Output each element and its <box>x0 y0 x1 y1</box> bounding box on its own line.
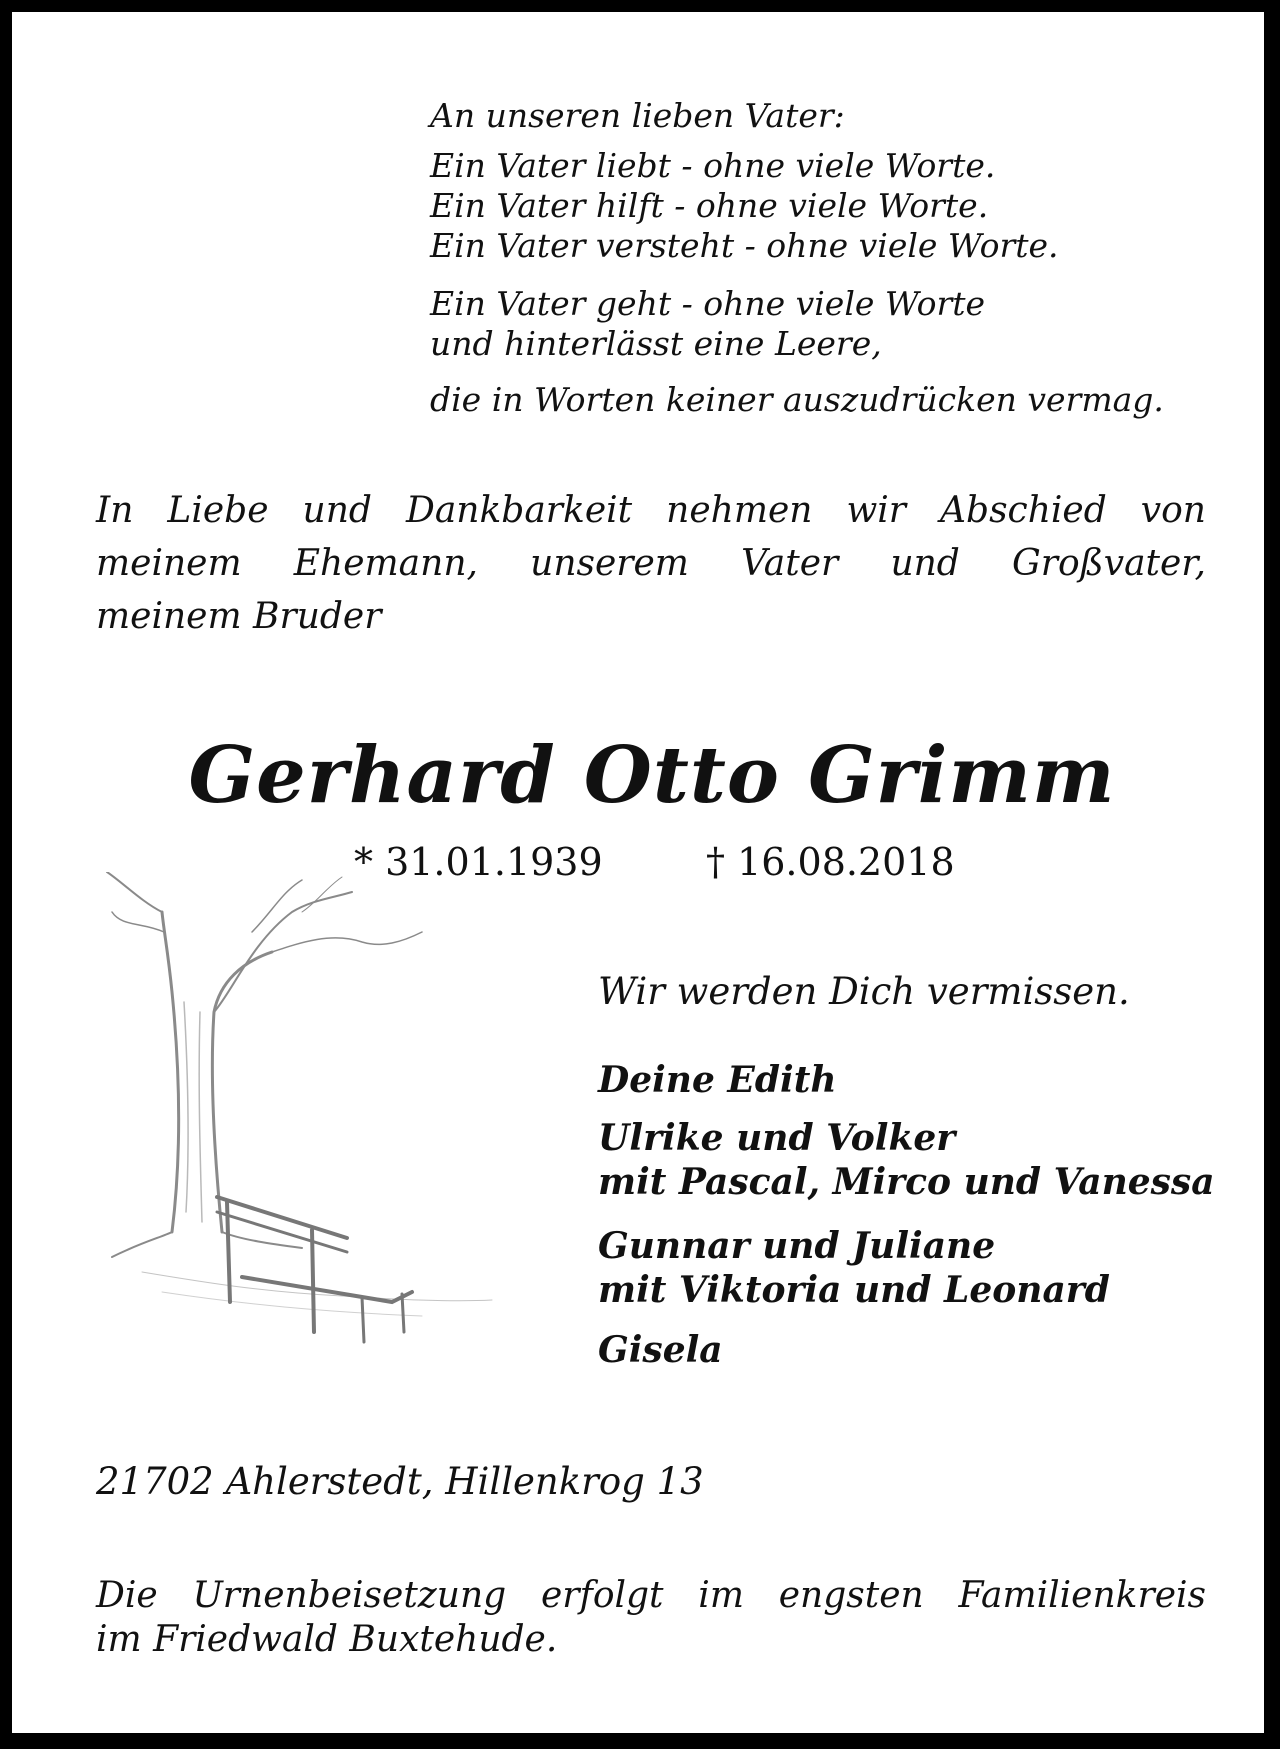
family-group <box>598 1116 1215 1204</box>
family-group <box>598 1328 723 1372</box>
farewell-text: Wir werden Dich vermissen. <box>598 970 1130 1013</box>
death-date: † 16.08.2018 <box>706 840 955 884</box>
poem-closing: die in Worten keiner auszudrücken vermag. <box>430 380 1164 419</box>
intro-paragraph <box>96 484 1206 643</box>
poem-line: Ein Vater hilft - ohne viele Worte. <box>430 186 989 225</box>
poem-line: Ein Vater liebt - ohne viele Worte. <box>430 146 996 185</box>
poem-stanza-2 <box>430 284 985 364</box>
intro-line: meinem Ehemann, unserem Vater und Großvater, <box>96 543 1206 584</box>
intro-line: meinem Bruder <box>96 596 382 637</box>
birth-date: * 31.01.1939 <box>354 840 603 884</box>
intro-line: In Liebe und Dankbarkeit nehmen wir Abschied von <box>96 490 1206 531</box>
family-line: Gunnar und Juliane <box>598 1225 996 1267</box>
family-line: mit Viktoria und Leonard <box>598 1269 1110 1311</box>
address: 21702 Ahlerstedt, Hillenkrog 13 <box>96 1460 704 1503</box>
family-group <box>598 1224 1110 1312</box>
poem-stanza-1 <box>430 146 1059 266</box>
family-line: Deine Edith <box>598 1059 837 1101</box>
family-line: Ulrike und Volker <box>598 1117 956 1159</box>
family-line: mit Pascal, Mirco und Vanessa <box>598 1161 1215 1203</box>
deceased-name: Gerhard Otto Grimm <box>188 730 1116 821</box>
burial-line: im Friedwald Buxtehude. <box>96 1619 558 1660</box>
poem-line: Ein Vater geht - ohne viele Worte <box>430 284 986 323</box>
poem-heading: An unseren lieben Vater: <box>430 96 845 135</box>
tree-bench-sketch-icon <box>102 872 522 1372</box>
burial-line: Die Urnenbeisetzung erfolgt im engsten Familienkreis <box>96 1575 1206 1616</box>
family-line: Gisela <box>598 1329 723 1371</box>
poem-line: und hinterlässt eine Leere, <box>430 324 882 363</box>
family-group <box>598 1058 837 1102</box>
poem-line: Ein Vater versteht - ohne viele Worte. <box>430 226 1059 265</box>
burial-notice <box>96 1574 1206 1662</box>
